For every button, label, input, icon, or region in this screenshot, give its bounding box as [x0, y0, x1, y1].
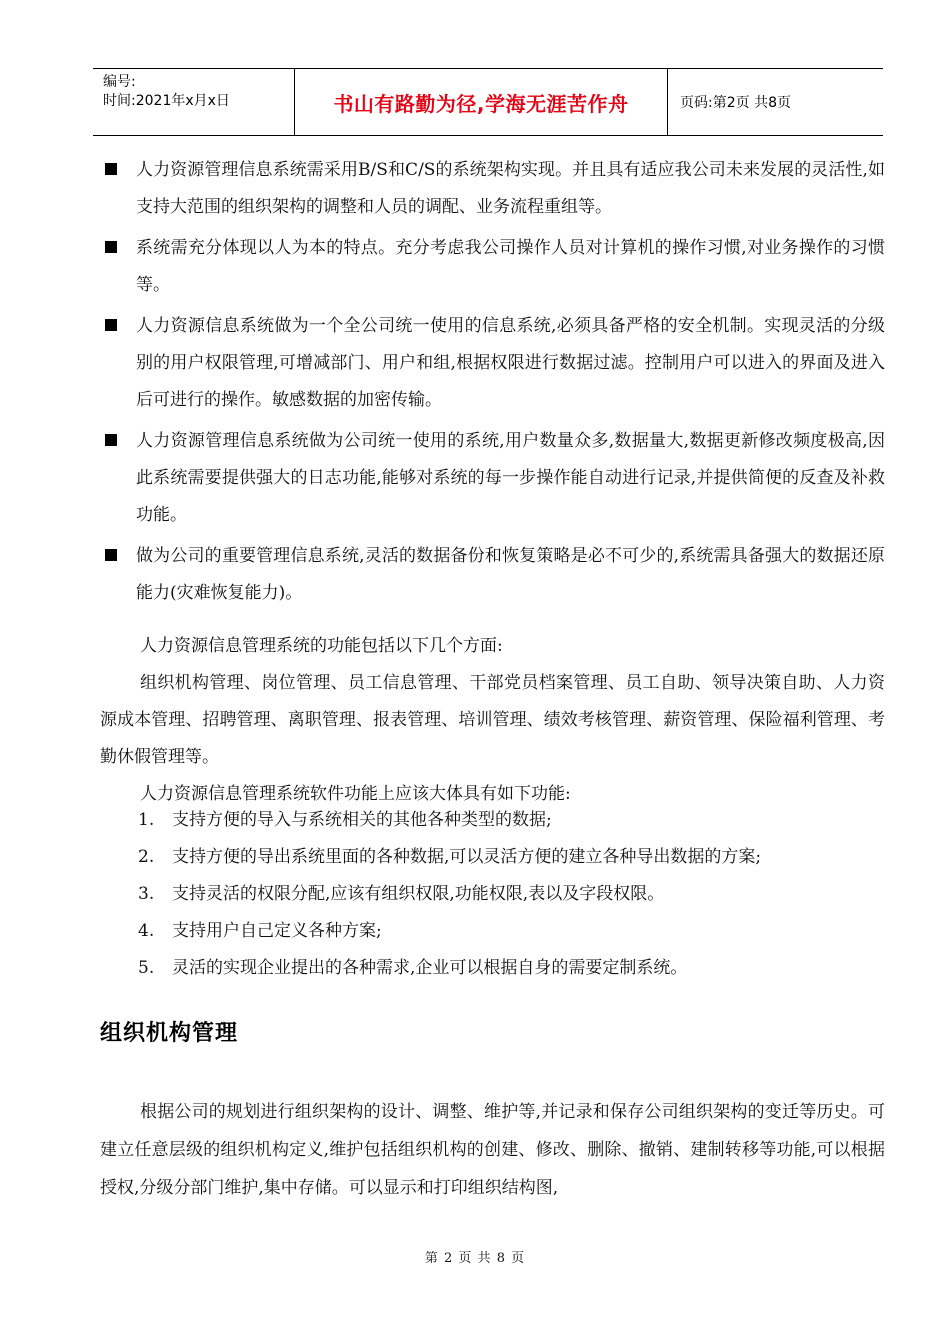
square-bullet-icon — [105, 434, 117, 446]
bullet-text: 人力资源管理信息系统做为公司统一使用的系统,用户数量众多,数据量大,数据更新修改频度极高,因此系统需要提供强大的日志功能,能够对系统的每一步操作能自动进行记录,并提供简便的反查及补救功能。 — [136, 431, 885, 525]
item-text: 支持用户自己定义各种方案; — [172, 921, 382, 941]
functions-intro: 人力资源信息管理系统的功能包括以下几个方面: — [140, 636, 503, 656]
numbered-item — [100, 839, 885, 876]
bullet-item — [100, 230, 885, 304]
bullet-text: 系统需充分体现以人为本的特点。充分考虑我公司操作人员对计算机的操作习惯,对业务操作的习惯等。 — [136, 238, 885, 295]
item-text: 支持方便的导出系统里面的各种数据,可以灵活方便的建立各种导出数据的方案; — [172, 847, 762, 867]
item-text: 支持方便的导入与系统相关的其他各种类型的数据; — [172, 810, 552, 830]
header-motto: 书山有路勤为径,学海无涯苦作舟 — [333, 91, 629, 116]
numbered-item — [100, 950, 885, 987]
item-number: 5. — [138, 958, 155, 978]
square-bullet-icon — [105, 549, 117, 561]
square-bullet-icon — [105, 319, 117, 331]
document-number-label: 编号: — [103, 74, 136, 90]
page-footer: 第 2 页 共 8 页 — [424, 1251, 526, 1266]
header-motto-cell — [295, 69, 668, 135]
bullet-text: 人力资源管理信息系统需采用B/S和C/S的系统架构实现。并且具有适应我公司未来发展的灵活性,如支持大范围的组织架构的调整和人员的调配、业务流程重组等。 — [136, 160, 885, 217]
item-number: 4. — [138, 921, 155, 941]
bullet-text: 人力资源信息系统做为一个全公司统一使用的信息系统,必须具备严格的安全机制。实现灵活的分级别的用户权限管理,可增减部门、用户和组,根据权限进行数据过滤。控制用户可以进入的界面及进入后可进行的操作。敏感数据的加密传输。 — [136, 316, 885, 410]
numbered-item — [100, 802, 885, 839]
document-time-label: 时间:2021年x月x日 — [103, 93, 230, 109]
item-text: 灵活的实现企业提出的各种需求,企业可以根据自身的需要定制系统。 — [172, 958, 688, 978]
functions-list: 组织机构管理、岗位管理、员工信息管理、干部党员档案管理、员工自助、领导决策自助、人力资源成本管理、招聘管理、离职管理、报表管理、培训管理、绩效考核管理、薪资管理、保险福利管理、考勤休假管理等。 — [100, 673, 885, 767]
numbered-function-list — [100, 802, 885, 987]
header-meta-cell — [93, 69, 295, 135]
item-text: 支持灵活的权限分配,应该有组织权限,功能权限,表以及字段权限。 — [172, 884, 665, 904]
item-number: 2. — [138, 847, 155, 867]
item-number: 1. — [138, 810, 155, 830]
square-bullet-icon — [105, 163, 117, 175]
software-functions-intro: 人力资源信息管理系统软件功能上应该大体具有如下功能: — [140, 784, 571, 804]
bullet-item — [100, 308, 885, 419]
bullet-item — [100, 152, 885, 226]
bullet-item — [100, 538, 885, 612]
section-body — [100, 1093, 885, 1207]
header-page-code: 页码:第2页 共8页 — [680, 95, 791, 111]
bullet-item — [100, 423, 885, 534]
numbered-item — [100, 876, 885, 913]
square-bullet-icon — [105, 241, 117, 253]
numbered-item — [100, 913, 885, 950]
requirements-bullet-list — [100, 152, 885, 616]
item-number: 3. — [138, 884, 155, 904]
functions-overview — [100, 628, 885, 813]
bullet-text: 做为公司的重要管理信息系统,灵活的数据备份和恢复策略是必不可少的,系统需具备强大的数据还原能力(灾难恢复能力)。 — [136, 546, 885, 603]
header-page-cell — [668, 69, 883, 135]
section-heading: 组织机构管理 — [100, 1021, 239, 1046]
page-header — [93, 68, 883, 136]
section-paragraph: 根据公司的规划进行组织架构的设计、调整、维护等,并记录和保存公司组织架构的变迁等历史。可建立任意层级的组织机构定义,维护包括组织机构的创建、修改、删除、撤销、建制转移等功能,可以根据授权,分级分部门维护,集中存储。可以显示和打印组织结构图, — [100, 1102, 885, 1198]
